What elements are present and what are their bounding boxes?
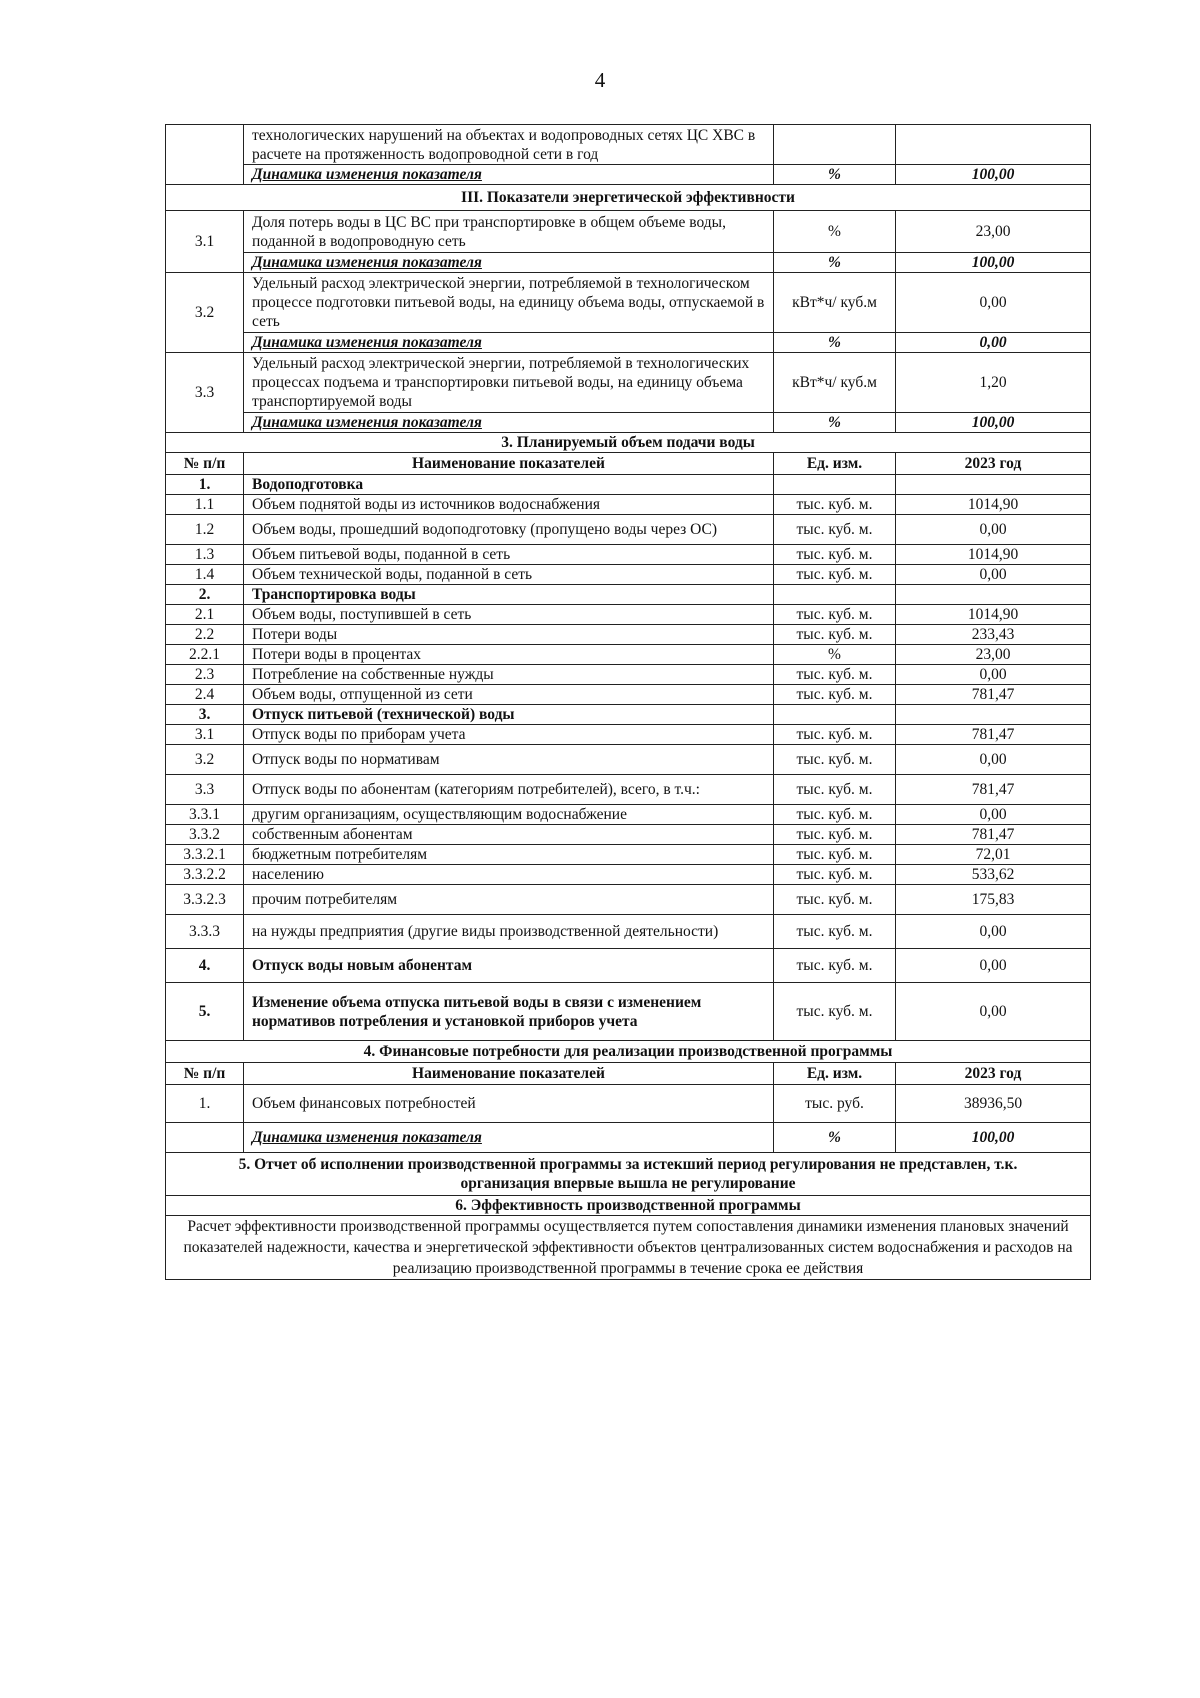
unit-cell: тыс. куб. м.: [774, 865, 896, 885]
dynamics-unit: %: [774, 413, 896, 433]
indicator-name: Потери воды в процентах: [244, 645, 774, 665]
row-number: 1.4: [166, 565, 244, 585]
value-cell: 23,00: [896, 645, 1091, 665]
paragraph-row: [166, 1216, 1091, 1280]
table-row: [166, 515, 1091, 545]
row-number: 4.: [166, 949, 244, 983]
header-name: Наименование показателей: [244, 453, 774, 475]
value-cell: 781,47: [896, 825, 1091, 845]
row-number: 2.2.1: [166, 645, 244, 665]
value-cell: [896, 705, 1091, 725]
unit-cell: тыс. куб. м.: [774, 725, 896, 745]
row-number: 3.3.3: [166, 915, 244, 949]
indicator-name: Объем воды, прошедший водоподготовку (пропущено воды через ОС): [244, 515, 774, 545]
section-title: 6. Эффективность производственной программы: [166, 1196, 1091, 1216]
section-title: 3. Планируемый объем подачи воды: [166, 433, 1091, 453]
value-cell: 1014,90: [896, 545, 1091, 565]
table-row: [166, 545, 1091, 565]
unit-cell: кВт*ч/ куб.м: [774, 353, 896, 413]
unit-cell: тыс. куб. м.: [774, 515, 896, 545]
table-row: [166, 273, 1091, 333]
row-number: 3.3.2.2: [166, 865, 244, 885]
value-cell: 781,47: [896, 775, 1091, 805]
unit-cell: %: [774, 211, 896, 253]
unit-cell: тыс. куб. м.: [774, 949, 896, 983]
indicator-name: Объем воды, отпущенной из сети: [244, 685, 774, 705]
row-number: 1.2: [166, 515, 244, 545]
indicator-name: Водоподготовка: [244, 475, 774, 495]
header-number: № п/п: [166, 453, 244, 475]
value-cell: 0,00: [896, 515, 1091, 545]
indicator-name: Потребление на собственные нужды: [244, 665, 774, 685]
table-row: [166, 685, 1091, 705]
value-cell: 0,00: [896, 949, 1091, 983]
row-number: 3.3.2: [166, 825, 244, 845]
dynamics-row: [166, 1123, 1091, 1153]
dynamics-unit: %: [774, 1123, 896, 1153]
table-row: [166, 825, 1091, 845]
indicator-name: Объем воды, поступившей в сеть: [244, 605, 774, 625]
dynamics-value: 100,00: [896, 253, 1091, 273]
row-number: 3.3.2.3: [166, 885, 244, 915]
header-unit: Ед. изм.: [774, 453, 896, 475]
table-row: [166, 949, 1091, 983]
indicator-name: Доля потерь воды в ЦС ВС при транспортировке в общем объеме воды, поданной в водопроводную сеть: [244, 211, 774, 253]
row-number: 2.1: [166, 605, 244, 625]
dynamics-value: 100,00: [896, 413, 1091, 433]
row-number: 1.: [166, 1085, 244, 1123]
table-row: [166, 1085, 1091, 1123]
dynamics-label: Динамика изменения показателя: [244, 333, 774, 353]
row-number: 3.1: [166, 211, 244, 273]
indicator-name: Транспортировка воды: [244, 585, 774, 605]
value-cell: 72,01: [896, 845, 1091, 865]
dynamics-label: Динамика изменения показателя: [244, 413, 774, 433]
table-row: [166, 565, 1091, 585]
dynamics-row: [166, 333, 1091, 353]
value-cell: [896, 585, 1091, 605]
indicator-name: технологических нарушений на объектах и водопроводных сетях ЦС ХВС в расчете на протяженность водопроводной сети в год: [244, 125, 774, 165]
header-unit: Ед. изм.: [774, 1063, 896, 1085]
unit-cell: [774, 585, 896, 605]
header-name: Наименование показателей: [244, 1063, 774, 1085]
indicator-name: Объем питьевой воды, поданной в сеть: [244, 545, 774, 565]
table-row: [166, 625, 1091, 645]
dynamics-label: Динамика изменения показателя: [244, 253, 774, 273]
indicator-name: на нужды предприятия (другие виды производственной деятельности): [244, 915, 774, 949]
value-cell: 38936,50: [896, 1085, 1091, 1123]
unit-cell: [774, 125, 896, 165]
row-number: [166, 125, 244, 185]
row-number: 1.1: [166, 495, 244, 515]
value-cell: 175,83: [896, 885, 1091, 915]
section-header-row: [166, 433, 1091, 453]
row-number: 3.3: [166, 353, 244, 433]
unit-cell: [774, 475, 896, 495]
indicator-name: Удельный расход электрической энергии, потребляемой в технологических процессах подъема и транспортировки питьевой воды, на единицу объема транспортируемой воды: [244, 353, 774, 413]
value-cell: 0,00: [896, 983, 1091, 1041]
indicator-name: Объем поднятой воды из источников водоснабжения: [244, 495, 774, 515]
value-cell: 533,62: [896, 865, 1091, 885]
unit-cell: тыс. куб. м.: [774, 605, 896, 625]
unit-cell: тыс. куб. м.: [774, 915, 896, 949]
row-number: 5.: [166, 983, 244, 1041]
indicator-name: Объем технической воды, поданной в сеть: [244, 565, 774, 585]
unit-cell: тыс. куб. м.: [774, 825, 896, 845]
row-number: 3.3: [166, 775, 244, 805]
section-header-row: [166, 185, 1091, 211]
section-header-row: [166, 1196, 1091, 1216]
value-cell: 781,47: [896, 685, 1091, 705]
row-number: 1.3: [166, 545, 244, 565]
indicator-name: Удельный расход электрической энергии, потребляемой в технологическом процессе подготовки питьевой воды, на единицу объема воды, отпускаемой в сеть: [244, 273, 774, 333]
unit-cell: тыс. куб. м.: [774, 805, 896, 825]
table-row: [166, 475, 1091, 495]
value-cell: 0,00: [896, 915, 1091, 949]
unit-cell: тыс. куб. м.: [774, 495, 896, 515]
table-row: [166, 845, 1091, 865]
indicator-name: бюджетным потребителям: [244, 845, 774, 865]
value-cell: 781,47: [896, 725, 1091, 745]
row-number: 3.2: [166, 745, 244, 775]
row-number: [166, 1123, 244, 1153]
table-row: [166, 725, 1091, 745]
unit-cell: тыс. руб.: [774, 1085, 896, 1123]
value-cell: 23,00: [896, 211, 1091, 253]
indicator-name: Отпуск воды новым абонентам: [244, 949, 774, 983]
value-cell: 0,00: [896, 565, 1091, 585]
page-number: 4: [594, 68, 606, 92]
dynamics-row: [166, 165, 1091, 185]
unit-cell: кВт*ч/ куб.м: [774, 273, 896, 333]
indicator-name: прочим потребителям: [244, 885, 774, 915]
indicator-name: Объем финансовых потребностей: [244, 1085, 774, 1123]
row-number: 1.: [166, 475, 244, 495]
row-number: 2.: [166, 585, 244, 605]
section-title: 5. Отчет об исполнении производственной программы за истекший период регулирования не представлен, т.к. организация впервые вышла не регулирование: [166, 1153, 1091, 1196]
table-row: [166, 585, 1091, 605]
dynamics-label: Динамика изменения показателя: [244, 165, 774, 185]
efficiency-description: Расчет эффективности производственной программы осуществляется путем сопоставления динамики изменения плановых значений показателей надежности, качества и энергетической эффективности объектов централизованных систем водоснабжения и расходов на реализацию производственной программы в течение срока ее действия: [166, 1216, 1091, 1280]
table-row: [166, 645, 1091, 665]
unit-cell: тыс. куб. м.: [774, 885, 896, 915]
indicator-name: Отпуск воды по абонентам (категориям потребителей), всего, в т.ч.:: [244, 775, 774, 805]
indicator-name: Отпуск воды по приборам учета: [244, 725, 774, 745]
unit-cell: тыс. куб. м.: [774, 685, 896, 705]
row-number: 3.1: [166, 725, 244, 745]
table-row: [166, 885, 1091, 915]
value-cell: 0,00: [896, 805, 1091, 825]
dynamics-value: 0,00: [896, 333, 1091, 353]
table-row: [166, 495, 1091, 515]
row-number: 3.: [166, 705, 244, 725]
dynamics-row: [166, 253, 1091, 273]
indicator-name: другим организациям, осуществляющим водоснабжение: [244, 805, 774, 825]
table-row: [166, 211, 1091, 253]
value-cell: [896, 125, 1091, 165]
header-number: № п/п: [166, 1063, 244, 1085]
table-row: [166, 705, 1091, 725]
row-number: 2.4: [166, 685, 244, 705]
dynamics-value: 100,00: [896, 165, 1091, 185]
dynamics-value: 100,00: [896, 1123, 1091, 1153]
value-cell: 1014,90: [896, 495, 1091, 515]
table-row: [166, 865, 1091, 885]
header-year: 2023 год: [896, 1063, 1091, 1085]
header-row: [166, 1063, 1091, 1085]
row-number: 2.3: [166, 665, 244, 685]
unit-cell: тыс. куб. м.: [774, 745, 896, 775]
table-row: [166, 353, 1091, 413]
row-number: 2.2: [166, 625, 244, 645]
indicator-name: Отпуск питьевой (технической) воды: [244, 705, 774, 725]
value-cell: 1,20: [896, 353, 1091, 413]
dynamics-label: Динамика изменения показателя: [244, 1123, 774, 1153]
row-number: 3.3.2.1: [166, 845, 244, 865]
dynamics-unit: %: [774, 333, 896, 353]
unit-cell: тыс. куб. м.: [774, 845, 896, 865]
value-cell: 0,00: [896, 745, 1091, 775]
indicator-name: собственным абонентам: [244, 825, 774, 845]
row-number: 3.2: [166, 273, 244, 353]
header-row: [166, 453, 1091, 475]
dynamics-unit: %: [774, 253, 896, 273]
indicator-name: Отпуск воды по нормативам: [244, 745, 774, 775]
header-year: 2023 год: [896, 453, 1091, 475]
section-title: III. Показатели энергетической эффективности: [166, 185, 1091, 211]
dynamics-row: [166, 413, 1091, 433]
table-row: [166, 983, 1091, 1041]
indicator-name: Изменение объема отпуска питьевой воды в связи с изменением нормативов потребления и установкой приборов учета: [244, 983, 774, 1041]
production-program-table: [165, 124, 1091, 1280]
row-number: 3.3.1: [166, 805, 244, 825]
table-row: [166, 605, 1091, 625]
section-header-row: [166, 1153, 1091, 1196]
value-cell: [896, 475, 1091, 495]
unit-cell: тыс. куб. м.: [774, 775, 896, 805]
section-title: 4. Финансовые потребности для реализации производственной программы: [166, 1041, 1091, 1063]
section-header-row: [166, 1041, 1091, 1063]
indicator-name: населению: [244, 865, 774, 885]
table-row: [166, 745, 1091, 775]
unit-cell: тыс. куб. м.: [774, 625, 896, 645]
unit-cell: [774, 705, 896, 725]
value-cell: 233,43: [896, 625, 1091, 645]
table-row: [166, 915, 1091, 949]
table-row: [166, 775, 1091, 805]
value-cell: 1014,90: [896, 605, 1091, 625]
unit-cell: тыс. куб. м.: [774, 665, 896, 685]
table-row: [166, 805, 1091, 825]
unit-cell: %: [774, 645, 896, 665]
dynamics-unit: %: [774, 165, 896, 185]
unit-cell: тыс. куб. м.: [774, 545, 896, 565]
unit-cell: тыс. куб. м.: [774, 983, 896, 1041]
table-row: [166, 665, 1091, 685]
table-row: [166, 125, 1091, 165]
value-cell: 0,00: [896, 273, 1091, 333]
indicator-name: Потери воды: [244, 625, 774, 645]
value-cell: 0,00: [896, 665, 1091, 685]
unit-cell: тыс. куб. м.: [774, 565, 896, 585]
